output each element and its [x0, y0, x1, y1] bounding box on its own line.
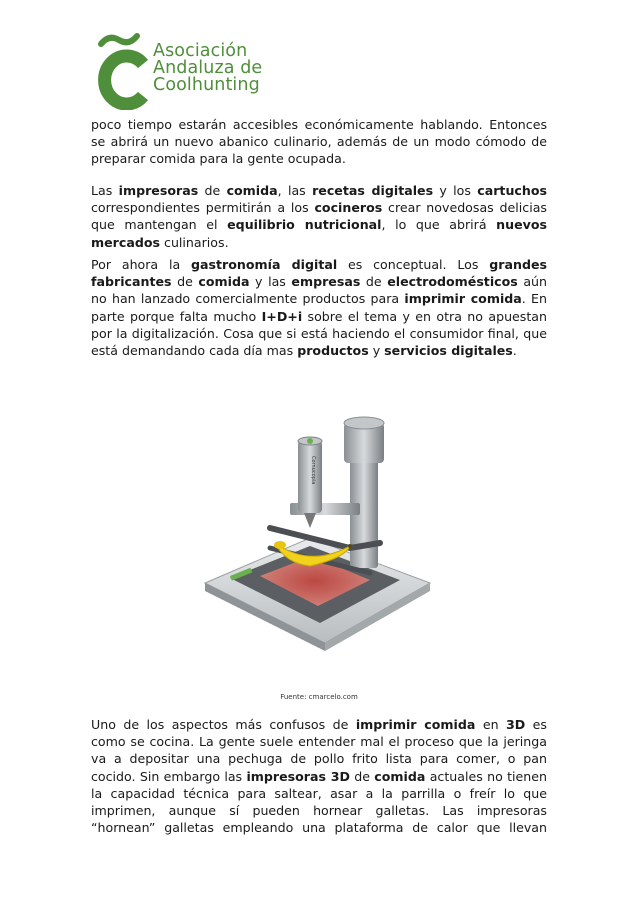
- bold-term: impresoras 3D: [246, 768, 350, 784]
- association-logo: [95, 30, 285, 110]
- bold-term: comida: [226, 183, 278, 198]
- text-run: , las: [277, 183, 313, 198]
- bold-term: 3D: [506, 717, 526, 732]
- text-run: culinarios.: [160, 234, 229, 250]
- text-run: de: [360, 274, 388, 290]
- figure-caption: Fuente: cmarcelo.com: [280, 693, 358, 701]
- bold-term: grandes fabricantes: [91, 257, 547, 290]
- text-run: en: [475, 717, 506, 732]
- paragraph-3: [91, 256, 547, 359]
- bold-term: cartuchos: [477, 183, 547, 198]
- bold-term: recetas digitales: [312, 183, 434, 198]
- bold-term: empresas: [291, 274, 361, 290]
- bold-term: comida: [198, 274, 250, 290]
- text-run: Las: [91, 183, 119, 198]
- bold-term: electrodomésticos: [387, 274, 518, 290]
- text-run: Uno de los aspectos más confusos de: [91, 717, 356, 732]
- bold-term: imprimir comida: [404, 291, 522, 307]
- text-run: de: [171, 274, 199, 290]
- bold-term: impresoras: [118, 183, 199, 198]
- text-run: crear novedosas delicias que mantengan el: [91, 200, 547, 233]
- text-run: y los: [433, 183, 478, 198]
- logo-line-2: Andaluza de: [153, 58, 263, 78]
- text-run: sobre el tema y en otra no apuestan por la digitalización. Cosa que si está haciendo el consumidor final, que está demandando cada día mas: [91, 308, 547, 359]
- paragraph-2: [91, 182, 547, 251]
- logo-line-3: Coolhunting: [153, 75, 260, 95]
- paragraph-4: [91, 716, 547, 836]
- text-run: es conceptual. Los: [337, 257, 490, 272]
- text-run: y: [368, 343, 385, 359]
- bold-term: equilibrio nutricional: [227, 217, 382, 233]
- food-printer-illustration: [200, 408, 440, 678]
- paragraph-1: poco tiempo estarán accesibles económicamente hablando. Entonces se abrirá un nuevo abanico culinario, además de un modo cómodo de preparar comida para la gente ocupada.: [91, 117, 547, 167]
- bold-term: gastronomía digital: [191, 257, 338, 272]
- text-run: Por ahora la: [91, 257, 192, 272]
- text-run: actuales no tienen la capacidad técnica para saltear, asar a la parrilla o freír lo que imprimen, aunque sí pueden hornear galletas. Las impresoras “hornean” galletas empleando una plataforma de calor que llevan: [91, 768, 547, 836]
- text-run: . En parte porque falta mucho: [91, 291, 547, 324]
- text-run: es como se cocina. La gente suele entender mal el proceso que la jeringa va a depositar una pechuga de pollo frito lista para comer, o pan cocido. Sin embargo las: [91, 717, 547, 784]
- bold-term: imprimir comida: [355, 717, 476, 732]
- text-run: aún no han lanzado comercialmente productos para: [91, 274, 548, 307]
- bold-term: comida: [374, 768, 426, 784]
- text-run: de: [349, 768, 375, 784]
- bold-term: cocineros: [314, 200, 383, 216]
- logo-text: [153, 43, 293, 94]
- logo-c-tilde-icon: [95, 30, 155, 110]
- logo-line-1: Asociación: [153, 41, 248, 61]
- device-brand-label: Cornucopia: [310, 456, 316, 485]
- text-run: , lo que abrirá: [381, 217, 497, 233]
- text-run: de: [198, 183, 227, 198]
- bold-term: I+D+i: [261, 308, 303, 324]
- text-run: correspondientes permitirán a los: [91, 200, 315, 216]
- bold-term: productos: [297, 343, 369, 359]
- bold-term: servicios digitales: [384, 343, 513, 359]
- bold-term: nuevos mercados: [91, 217, 548, 250]
- text-run: .: [512, 343, 517, 359]
- text-run: y las: [249, 274, 292, 290]
